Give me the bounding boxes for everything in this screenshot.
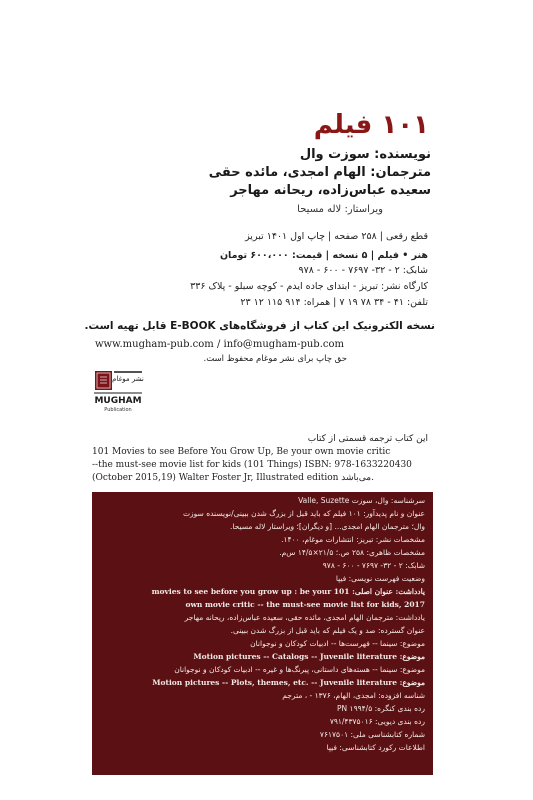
cip-line: یادداشت: مترجمان الهام امجدی، مائده حقی، سعیده عباس‌زاده، ریحانه مهاجر (184, 613, 425, 622)
logo-tagline: Publication (104, 407, 132, 413)
cip-line: سرشناسه: وال، سوزت Valle, Suzette (298, 496, 425, 505)
cip-line: شناسه افزوده: امجدی، الهام، ۱۳۷۶ - ، مترجم (282, 691, 425, 700)
cip-line: وضعیت فهرست نویسی: فیپا (335, 574, 425, 583)
translators-line-1: مترجمان: الهام امجدی، مائده حقی (208, 165, 431, 180)
original-note-line-2: 101 Movies to see Before You Grow Up, Be your own movie critic (92, 447, 391, 457)
author-line: نویسنده: سوزت وال (299, 147, 431, 162)
cip-line: مشخصات نشر: تبریز: انتشارات موغام، ۱۴۰۰. (281, 535, 425, 544)
translators-line-2: سعیده عباس‌زاده، ریحانه مهاجر (230, 183, 431, 198)
cip-line: وال؛ مترجمان الهام امجدی... [و دیگران]؛ ویراستار لاله مسیحا. (229, 522, 425, 531)
cip-line: یادداشت: عنوان اصلی: 101 movies to see before you grow up : be your (151, 587, 425, 596)
publisher-logo-graphic (92, 369, 144, 425)
book-title (0, 108, 533, 142)
cip-line: عنوان گسترده: صد و یک فیلم که باید قبل از بزرگ شدن ببینی. (230, 626, 425, 635)
category-price-line: هنر • فیلم | ۵ نسخه | قیمت: ۶۰۰،۰۰۰ تومان (219, 250, 428, 261)
isbn-line: شابک: ۲ - ۳۲- ۷۶۹۷ - ۶۰۰ - ۹۷۸ (298, 265, 428, 276)
original-note-line-3: --the must-see movie list for kids (101 Things) ISBN: 978-1633220430 (92, 460, 412, 470)
ebook-note: نسخه الکترونیک این کتاب از فروشگاه‌های E-BOOK قابل تهیه است. (84, 320, 435, 332)
format-line: قطع رقعی | ۲۵۸ صفحه | چاپ اول ۱۴۰۱ تبریز (245, 231, 428, 242)
cip-catalog-box (92, 492, 433, 775)
cip-line: رده بندی دیویی: ۷۹۱/۴۳۷۵۰۱۶ (329, 717, 425, 726)
cip-line: مشخصات ظاهری: ۲۵۸ ص.؛ ۲۱/۵×۱۴/۵ س‌م. (279, 548, 425, 557)
cip-line: موضوع: سینما -- فهرست‌ها -- ادبیات کودکان و نوجوانان (250, 639, 425, 648)
copyright-note: حق چاپ برای نشر موغام محفوظ است. (203, 354, 347, 364)
cip-line: شابک: ۲ - ۳۲- ۷۶۹۷ - ۶۰۰ - ۹۷۸ (322, 561, 425, 570)
phone-line: تلفن: ۴۱ - ۳۴ ۷۸ ۱۹ ۷ | همراه: ۹۱۴ ۱۱۵ ۱۲ ۲۳ (240, 297, 428, 308)
original-note-line-4: (October 2015,19) Walter Foster Jr, Illustrated edition می‌باشد. (92, 473, 374, 483)
cip-line: اطلاعات رکورد کتابشناسی: فیپا (326, 743, 425, 752)
logo-name-fa: نشر موغام (112, 375, 144, 383)
cip-line: رده بندی کنگره: PN ۱۹۹۴/۵ (337, 704, 425, 713)
logo-name-en: MUGHAM (94, 396, 142, 406)
book-title-text: ۱۰۱ فیلم (313, 110, 429, 140)
cip-line: شماره کتابشناسی ملی: ۷۶۱۷۵۰۱ (319, 730, 425, 739)
original-note-line-1: این کتاب ترجمه قسمتی از کتاب (307, 434, 428, 444)
publisher-logo (92, 369, 144, 425)
cip-line: عنوان و نام پدیدآور: ۱۰۱ فیلم که باید قبل از بزرگ شدن ببینی/نویسنده سوزت (182, 509, 425, 518)
cip-line: own movie critic -- the must-see movie list for kids, 2017 (185, 600, 425, 609)
workshop-address-line: کارگاه نشر: تبریز - ابتدای جاده ایدم - کوچه سبلو - پلاک ۳۳۶ (190, 281, 428, 292)
cip-line: موضوع: Motion pictures -- Catalogs -- Juvenile literature (193, 652, 425, 661)
cip-line: موضوع: Motion pictures -- Plots, themes, etc. -- Juvenile literature (152, 678, 425, 687)
website-link[interactable]: www.mugham-pub.com / info@mugham-pub.com (95, 339, 344, 350)
cip-line: موضوع: سینما -- هسته‌های داستانی، پیرنگ‌ها و غیره -- ادبیات کودکان و نوجوانان (174, 665, 425, 674)
editor-line: ویراستار: لاله مسیحا (297, 204, 383, 215)
